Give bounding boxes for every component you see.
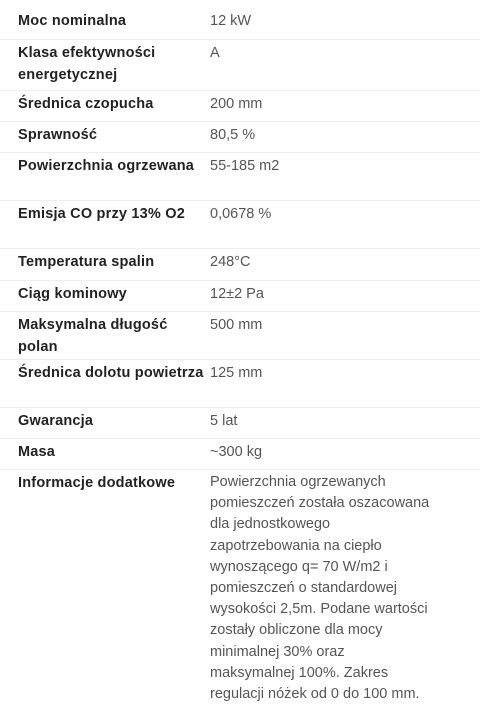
spec-value: 200 mm bbox=[210, 96, 263, 112]
spec-label: Temperatura spalin bbox=[18, 254, 155, 270]
spec-row-srednica-czopucha bbox=[0, 91, 480, 122]
spec-label: Klasa efektywności energetycznej bbox=[18, 45, 156, 83]
spec-value: 55-185 m2 bbox=[210, 158, 280, 174]
spec-label: Sprawność bbox=[18, 127, 98, 143]
spec-value: A bbox=[210, 45, 220, 61]
spec-row-gwarancja bbox=[0, 408, 480, 439]
spec-value: 248°C bbox=[210, 254, 251, 270]
spec-label: Gwarancja bbox=[18, 413, 94, 429]
spec-label: Średnica dolotu powietrza bbox=[18, 365, 204, 381]
spec-row-klasa-efektywnosci bbox=[0, 40, 480, 91]
spec-row-moc-nominalna bbox=[0, 8, 480, 40]
spec-value: 12 kW bbox=[210, 13, 252, 29]
spec-value: 5 lat bbox=[210, 413, 238, 429]
spec-label: Powierzchnia ogrzewana bbox=[18, 158, 195, 174]
spec-label: Średnica czopucha bbox=[18, 96, 154, 112]
spec-row-emisja-co bbox=[0, 201, 480, 249]
spec-label: Emisja CO przy 13% O2 bbox=[18, 206, 185, 222]
spec-value: 0,0678 % bbox=[210, 206, 272, 222]
spec-row-temperatura-spalin bbox=[0, 249, 480, 281]
spec-value: 500 mm bbox=[210, 317, 263, 333]
spec-value: Powierzchnia ogrzewanych pomieszczeń została oszacowana dla jednostkowego zapotrzebowania na ciepło wynoszącego q= 70 W/m2 i pomieszczeń o standardowej wysokości 2,5m. Podane wartości zostały obliczone dla mocy minimalnej 30% oraz maksymalnej 100%. Zakres regulacji nóżek od 0 do 100 mm. bbox=[210, 474, 430, 703]
spec-row-powierzchnia-ogrzewana bbox=[0, 153, 480, 201]
spec-row-sprawnosc bbox=[0, 122, 480, 153]
spec-label: Informacje dodatkowe bbox=[18, 475, 176, 491]
spec-value: 12±2 Pa bbox=[210, 286, 264, 302]
spec-row-informacje-dodatkowe bbox=[0, 470, 480, 726]
spec-label: Ciąg kominowy bbox=[18, 286, 127, 302]
spec-value: 125 mm bbox=[210, 365, 263, 381]
spec-row-ciag-kominowy bbox=[0, 281, 480, 312]
spec-label: Masa bbox=[18, 444, 56, 460]
spec-row-masa bbox=[0, 439, 480, 470]
spec-row-dlugosc-polan bbox=[0, 312, 480, 360]
spec-value: ~300 kg bbox=[210, 444, 263, 460]
spec-value: 80,5 % bbox=[210, 127, 256, 143]
spec-label: Moc nominalna bbox=[18, 13, 127, 29]
spec-label: Maksymalna długość polan bbox=[18, 317, 168, 355]
spec-row-srednica-dolotu bbox=[0, 360, 480, 408]
